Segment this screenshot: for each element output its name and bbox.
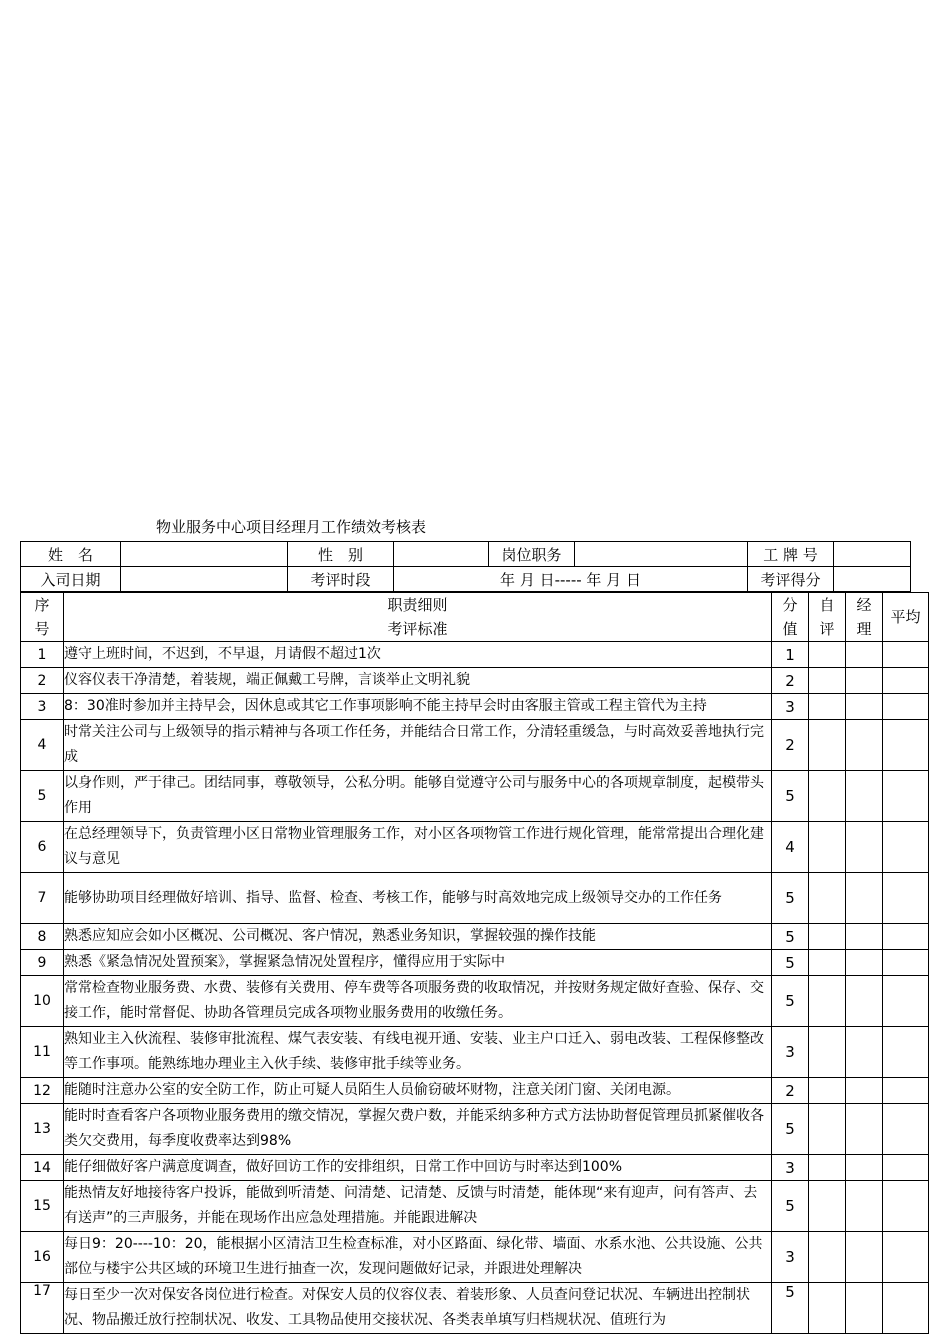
seq-header: 序 号 [21, 593, 64, 642]
manager-score-cell[interactable] [846, 1104, 883, 1155]
self-score-cell[interactable] [809, 771, 846, 822]
self-score-cell[interactable] [809, 1181, 846, 1232]
self-score-cell[interactable] [809, 950, 846, 976]
manager-score-cell[interactable] [846, 1027, 883, 1078]
row-number: 12 [21, 1078, 64, 1104]
self-score-cell[interactable] [809, 924, 846, 950]
row-number: 3 [21, 694, 64, 720]
self-score-cell[interactable] [809, 1232, 846, 1283]
manager-score-cell[interactable] [846, 1181, 883, 1232]
average-cell[interactable] [883, 976, 929, 1027]
score-field[interactable] [834, 567, 911, 592]
row-number: 9 [21, 950, 64, 976]
average-cell[interactable] [883, 873, 929, 924]
table-row [21, 1027, 929, 1078]
name-label: 姓 名 [21, 542, 121, 567]
row-points: 5 [772, 873, 809, 924]
row-number: 16 [21, 1232, 64, 1283]
row-number: 6 [21, 822, 64, 873]
average-cell[interactable] [883, 1181, 929, 1232]
manager-score-cell[interactable] [846, 873, 883, 924]
manager-score-cell[interactable] [846, 1155, 883, 1181]
manager-score-cell[interactable] [846, 976, 883, 1027]
table-row [21, 1155, 929, 1181]
table-row [21, 950, 929, 976]
average-cell[interactable] [883, 720, 929, 771]
row-criteria: 以身作则，严于律己。团结同事，尊敬领导，公私分明。能够自觉遵守公司与服务中心的各项规章制度，起模带头作用 [64, 771, 772, 822]
row-criteria: 熟知业主入伙流程、装修审批流程、煤气表安装、有线电视开通、安装、业主户口迁入、弱电改装、工程保修整改等工作事项。能熟练地办理业主入伙手续、装修审批手续等业务。 [64, 1027, 772, 1078]
row-number: 17 [21, 1283, 64, 1334]
row-number: 14 [21, 1155, 64, 1181]
period-label: 考评时段 [288, 567, 394, 592]
row-number: 1 [21, 642, 64, 668]
average-cell[interactable] [883, 1232, 929, 1283]
table-row [21, 1078, 929, 1104]
badge-field[interactable] [834, 542, 911, 567]
row-points: 1 [772, 642, 809, 668]
table-row [21, 720, 929, 771]
assessment-table [20, 592, 929, 1334]
row-criteria: 遵守上班时间，不迟到，不早退，月请假不超过1次 [64, 642, 772, 668]
row-criteria: 熟悉《紧急情况处置预案》，掌握紧急情况处置程序，懂得应用于实际中 [64, 950, 772, 976]
self-score-cell[interactable] [809, 976, 846, 1027]
row-criteria: 8：30准时参加并主持早会，因休息或其它工作事项影响不能主持早会时由客服主管或工程主管代为主持 [64, 694, 772, 720]
points-header: 分 值 [772, 593, 809, 642]
row-criteria: 时常关注公司与上级领导的指示精神与各项工作任务，并能结合日常工作，分清轻重缓急，与时高效妥善地执行完成 [64, 720, 772, 771]
manager-score-cell[interactable] [846, 642, 883, 668]
row-points: 5 [772, 771, 809, 822]
self-score-header: 自 评 [809, 593, 846, 642]
average-cell[interactable] [883, 668, 929, 694]
period-field[interactable]: 年 月 日----- 年 月 日 [394, 567, 748, 592]
manager-score-cell[interactable] [846, 668, 883, 694]
table-row [21, 976, 929, 1027]
average-cell[interactable] [883, 1078, 929, 1104]
row-number: 8 [21, 924, 64, 950]
table-row [21, 1181, 929, 1232]
manager-score-cell[interactable] [846, 1078, 883, 1104]
row-criteria: 能够协助项目经理做好培训、指导、监督、检查、考核工作，能够与时高效地完成上级领导交办的工作任务 [64, 873, 772, 924]
row-criteria: 能时时查看客户各项物业服务费用的缴交情况，掌握欠费户数，并能采纳多种方式方法协助督促管理员抓紧催收各类欠交费用，每季度收费率达到98% [64, 1104, 772, 1155]
manager-score-cell[interactable] [846, 1283, 883, 1334]
row-criteria: 常常检查物业服务费、水费、装修有关费用、停车费等各项服务费的收取情况，并按财务规定做好查验、保存、交接工作，能时常督促、协助各管理员完成各项物业服务费用的收缴任务。 [64, 976, 772, 1027]
row-criteria: 熟悉应知应会如小区概况、公司概况、客户情况，熟悉业务知识，掌握较强的操作技能 [64, 924, 772, 950]
self-score-cell[interactable] [809, 1078, 846, 1104]
row-number: 10 [21, 976, 64, 1027]
row-points: 2 [772, 668, 809, 694]
gender-field[interactable] [394, 542, 489, 567]
row-points: 5 [772, 1283, 809, 1334]
join-date-label: 入司日期 [21, 567, 121, 592]
info-header-table [20, 541, 911, 592]
average-cell[interactable] [883, 771, 929, 822]
self-score-cell[interactable] [809, 668, 846, 694]
self-score-cell[interactable] [809, 1155, 846, 1181]
self-score-cell[interactable] [809, 1283, 846, 1334]
manager-score-cell[interactable] [846, 822, 883, 873]
self-score-cell[interactable] [809, 720, 846, 771]
row-number: 4 [21, 720, 64, 771]
row-criteria: 能热情友好地接待客户投诉，能做到听清楚、问清楚、记清楚、反馈与时清楚，能体现“来有迎声，问有答声、去有送声”的三声服务，并能在现场作出应急处理措施。并能跟进解决 [64, 1181, 772, 1232]
name-field[interactable] [121, 542, 288, 567]
duty-header: 职责细则 考评标准 [64, 593, 772, 642]
row-number: 15 [21, 1181, 64, 1232]
row-points: 3 [772, 1232, 809, 1283]
row-number: 2 [21, 668, 64, 694]
table-row [21, 1104, 929, 1155]
manager-score-cell[interactable] [846, 950, 883, 976]
self-score-cell[interactable] [809, 1027, 846, 1078]
average-cell[interactable] [883, 1104, 929, 1155]
join-date-field[interactable] [121, 567, 288, 592]
average-cell[interactable] [883, 1283, 929, 1334]
row-points: 2 [772, 1078, 809, 1104]
table-row [21, 1232, 929, 1283]
row-number: 11 [21, 1027, 64, 1078]
document-title: 物业服务中心项目经理月工作绩效考核表 [156, 518, 427, 536]
average-cell[interactable] [883, 642, 929, 668]
row-points: 5 [772, 1104, 809, 1155]
self-score-cell[interactable] [809, 822, 846, 873]
table-row [21, 694, 929, 720]
manager-score-cell[interactable] [846, 771, 883, 822]
average-cell[interactable] [883, 1027, 929, 1078]
self-score-cell[interactable] [809, 642, 846, 668]
position-label: 岗位职务 [489, 542, 575, 567]
badge-label: 工 牌 号 [748, 542, 834, 567]
manager-score-cell[interactable] [846, 924, 883, 950]
average-cell[interactable] [883, 950, 929, 976]
row-number: 7 [21, 873, 64, 924]
row-points: 5 [772, 950, 809, 976]
row-points: 5 [772, 924, 809, 950]
row-points: 3 [772, 1155, 809, 1181]
average-cell[interactable] [883, 1155, 929, 1181]
row-criteria: 每日9：20----10：20，能根据小区清洁卫生检查标准，对小区路面、绿化带、墙面、水系水池、公共设施、公共部位与楼宇公共区域的环境卫生进行抽查一次，发现问题做好记录，并跟进处理解决 [64, 1232, 772, 1283]
row-criteria: 仪容仪表干净清楚，着装规，端正佩戴工号牌，言谈举止文明礼貌 [64, 668, 772, 694]
row-number: 13 [21, 1104, 64, 1155]
row-criteria: 在总经理领导下，负责管理小区日常物业管理服务工作，对小区各项物管工作进行规化管理，能常常提出合理化建议与意见 [64, 822, 772, 873]
average-cell[interactable] [883, 924, 929, 950]
table-row [21, 873, 929, 924]
row-criteria: 每日至少一次对保安各岗位进行检查。对保安人员的仪容仪表、着装形象、人员查问登记状况、车辆进出控制状况、物品搬迁放行控制状况、收发、工具物品使用交接状况、各类表单填写归档规状况、值班行为 [64, 1283, 772, 1334]
manager-score-cell[interactable] [846, 1232, 883, 1283]
average-header: 平均 [883, 593, 929, 642]
row-points: 5 [772, 976, 809, 1027]
row-criteria: 能随时注意办公室的安全防工作，防止可疑人员陌生人员偷窃破坏财物，注意关闭门窗、关闭电源。 [64, 1078, 772, 1104]
table-row [21, 924, 929, 950]
row-points: 5 [772, 1181, 809, 1232]
manager-score-cell[interactable] [846, 720, 883, 771]
row-points: 4 [772, 822, 809, 873]
table-row [21, 642, 929, 668]
manager-score-header: 经 理 [846, 593, 883, 642]
score-label: 考评得分 [748, 567, 834, 592]
table-row [21, 1283, 929, 1334]
self-score-cell[interactable] [809, 694, 846, 720]
table-row [21, 668, 929, 694]
row-points: 3 [772, 694, 809, 720]
average-cell[interactable] [883, 694, 929, 720]
gender-label: 性 别 [288, 542, 394, 567]
row-criteria: 能仔细做好客户满意度调查，做好回访工作的安排组织，日常工作中回访与时率达到100% [64, 1155, 772, 1181]
average-cell[interactable] [883, 822, 929, 873]
table-row [21, 771, 929, 822]
self-score-cell[interactable] [809, 873, 846, 924]
self-score-cell[interactable] [809, 1104, 846, 1155]
row-points: 2 [772, 720, 809, 771]
row-number: 5 [21, 771, 64, 822]
position-field[interactable] [575, 542, 748, 567]
manager-score-cell[interactable] [846, 694, 883, 720]
table-row [21, 822, 929, 873]
row-points: 3 [772, 1027, 809, 1078]
